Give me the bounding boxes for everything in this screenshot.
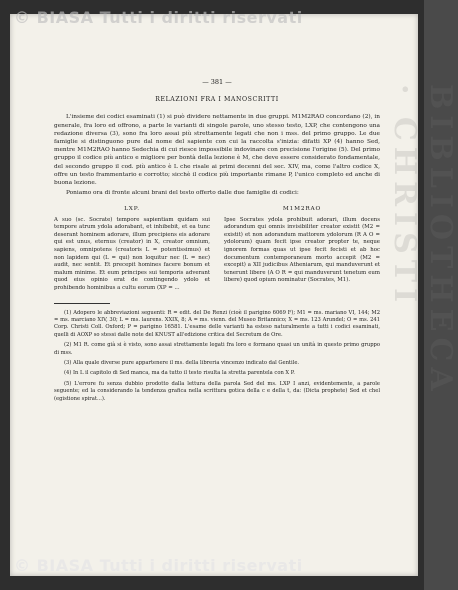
section-heading: RELAZIONI FRA I MANOSCRITTI xyxy=(155,96,279,104)
footnote: (4) In L il capitolo di Sed manca, ma da tutto il testo risulta la stretta parentela con X P. xyxy=(64,370,295,377)
footnote: (3) Alla quale diverse pure appartenere il ms. della libreria vincenzo indicato dal Gentile. xyxy=(64,360,300,367)
comparison-columns xyxy=(54,205,380,292)
column-m1m2rao xyxy=(224,205,380,292)
library-seal-stamp: BIBLIOTHECA · CHRISTI xyxy=(387,84,458,397)
watermark-bottom: © BIASA Tutti i diritti riservati xyxy=(14,556,303,575)
lead-paragraph: Poniamo ora di fronte alcuni brani del testo offerto dalle due famiglie di codici: xyxy=(66,190,299,197)
scanned-page xyxy=(10,8,458,576)
footnote: (2) M1 R. come già si è visto, sono assai strettamente legati fra loro e formano quasi un unità in questo primo gruppo di mss. xyxy=(54,342,380,356)
column-title: LXP. xyxy=(124,206,140,213)
footnote: (5) L'errore fu senza dubbio prodotto dalla lettura della parola Sed del ms. LXP I anzi, evidentemente, a parole seguente; ed la considerando la tendenza grafica nella scrittura gotica della c e della t, da: (Dicta prophete) Sed et chel (egistione spirat...). xyxy=(54,380,380,402)
footnote-divider xyxy=(54,303,110,304)
column-text: Ipse Socrates ydola prohibuit adorari, illum docens adorandum qui omnis invisibiliter creator existit (M2 = existit) et non adorandum mattorem ydolorum (R A O = ydolorum) quam fecit ipse creator propter te, neque ignorem formas quas ut ipse fecit fecisti et ab hoc documentum contemporaneum morto accepit (M2 = excepit) a XII judicibus Atheniarum, qui manduverunt et tenerunt libere (A O R = qui manduverunt tenetum eum libere) quod opium nominatur (Socrates, M1). xyxy=(224,216,380,284)
column-title: M1M2RAO xyxy=(282,206,322,213)
footnote: (1) Adopero le abbreviazioni seguenti: R = edit. del De Renzi (cioè il parigino 6069 F); M1 = ms. mariano VI, 144; M2 = ms. marciano XIV, 30; L = ms. laurens. XXIX, 8; A = ms. vienn. del Museo Britannico; X = ms. 123 Arundel; O = ms. 241 Corp. Christi Coll. Oxford; P = parigino 16581. L'esame delle varianti ha esteso naturalmente a tutti i codici esaminati, quelli di AOXP so stessi dalle note del KNUST all'edizione critica del Secretum de Ore. xyxy=(54,309,380,338)
page-number: — 381 — xyxy=(202,78,232,86)
page-content xyxy=(54,78,380,406)
column-text: A suo (sc. Socrate) tempore sapientiam quidam sui tempore atrum ydola adorabant, et inhibebit, et ea tunc deserant hominem adorare, illum precipiens eis adorare qui est unus, eternus (creator) in X, creator omnium, sapiens, omnipotens (creatoris L = potentissimus) et non lapidem qui (L = qui) non loquitur nec (L = nec) audit, nec sentit. Et precepit homines facere bonum et malum minime. Et eum principes sui temporis adverant quod eius opinio erat de contingendo ydolo et prohibendo hominibus a cultu eorum (XP = ... xyxy=(54,216,210,291)
watermark-top: © BIASA Tutti i diritti riservati xyxy=(14,8,303,27)
intro-paragraph: L'insieme dei codici esaminati (1) si può dividere nettamente in due gruppi. M1M2RAO concordano (2), in generale, fra loro ed offrono, a parte le varianti di singole parole, uno stesso testo, LXP, che contengono una redazione diversa (3), sono fra loro assai più strettamente legati che non i mss. del primo gruppo. Le due famiglie si distinguono pure dal nome del sapiente con cui la raccolta s'inizia: difatti XP (4) hanno Sed, mentre M1M2RAO hanno Sedechia di cui riesce impossibile indovinare con precisione l'origine (5). Del primo gruppo il codice più antico e migliore per bontà della lezione è M, che deve essere considerato fondamentale, del secondo gruppo il cod. più antico è L che risale ai primi decenni del sec. XIV, ma, come l'altro codice X, offre un testo frammentario e corrotto; sicchè il codice più importante rimane P, l'unico completo ed anche di buona lezione. xyxy=(54,114,380,187)
column-lxp xyxy=(54,205,210,292)
